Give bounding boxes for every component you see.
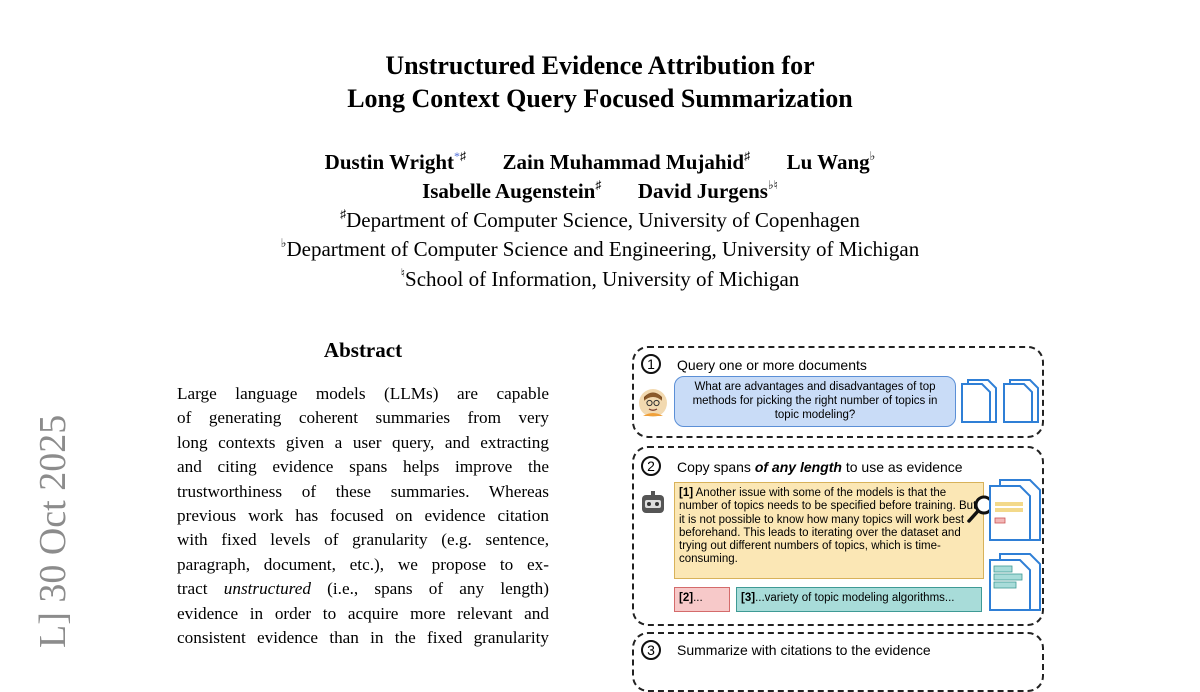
- affiliation-text: Department of Computer Science and Engineering, University of Michigan: [286, 237, 920, 261]
- affiliation-mark: ♯: [340, 207, 347, 221]
- user-avatar-icon: [638, 388, 668, 418]
- author-mark: ♭: [869, 149, 876, 163]
- step-label-text: Copy spans: [677, 459, 755, 475]
- abstract-line: of generating coherent summaries from very: [177, 408, 549, 428]
- affiliation: [0, 259, 1200, 294]
- paper-title-line-2: Long Context Query Focused Summarization: [347, 84, 853, 113]
- evidence-text: Another issue with some of the models is that the number of topics needs to be specified before training. But it is not possible to know how many topics will work best beforehand. This leads to iterating over the dataset and trying out different numbers of topics, which is time-consuming.: [679, 487, 977, 566]
- affiliation-mark: ♭: [280, 236, 287, 250]
- panel-step-3: [632, 632, 1044, 692]
- affiliation-text: Department of Computer Science, University of Copenhagen: [346, 208, 860, 232]
- document-icon: [1002, 378, 1042, 429]
- document-icon: [960, 378, 998, 429]
- author-mark: ♯: [744, 149, 751, 163]
- abstract-line: consistent evidence than in the fixed granularity: [177, 628, 549, 648]
- step-label-emphasis: of any length: [754, 459, 842, 475]
- step-label: Query one or more documents: [677, 357, 867, 373]
- author-name: Lu Wang: [786, 150, 870, 174]
- abstract-line: trustworthiness of these summaries. Whereas: [177, 481, 549, 501]
- abstract-line: paragraph, document, etc.), we propose to ex-: [177, 554, 549, 574]
- abstract-heading: Abstract: [323, 338, 403, 362]
- citation-tag: [3]: [741, 592, 756, 604]
- abstract-line: and citing evidence spans helps improve the: [177, 457, 549, 477]
- affiliation-text: School of Information, University of Michigan: [405, 267, 800, 291]
- evidence-text: ...variety of topic modeling algorithms...: [755, 592, 955, 604]
- step-number: 3: [641, 640, 661, 660]
- abstract-line: Large language models (LLMs) are capable: [177, 384, 549, 403]
- author-name: Isabelle Augenstein: [422, 179, 596, 203]
- query-bubble: What are advantages and disadvantages of top methods for picking the right number of topics in topic modeling?: [674, 376, 956, 427]
- document-icon: [986, 478, 1042, 547]
- paper-title-line-1: Unstructured Evidence Attribution for: [385, 51, 815, 80]
- step-label-text: to use as evidence: [841, 459, 963, 475]
- step-label: [677, 459, 963, 475]
- abstract-body: [177, 382, 549, 650]
- abstract-line: previous work has focused on evidence citation: [177, 506, 549, 526]
- step-label: Summarize with citations to the evidence: [677, 642, 931, 658]
- step-number: 2: [641, 456, 661, 476]
- abstract-line-start: tract: [177, 579, 208, 599]
- robot-icon: [640, 491, 666, 520]
- evidence-span-box: [674, 482, 984, 579]
- author-mark: ♯: [595, 178, 602, 192]
- affiliation-mark: ♮: [400, 266, 406, 280]
- abstract-italic: unstructured: [223, 579, 311, 599]
- author-mark: *: [454, 149, 461, 163]
- abstract-line: with fixed levels of granularity (e.g. sentence,: [177, 530, 549, 550]
- author-name: Zain Muhammad Mujahid: [502, 150, 745, 174]
- citation-tag: [1]: [679, 487, 694, 499]
- author-name: David Jurgens: [637, 179, 768, 203]
- citation-tag: [2]: [679, 592, 694, 604]
- author-mark: ♯: [460, 149, 467, 163]
- abstract-line: [177, 577, 549, 601]
- arxiv-stamp: L] 30 Oct 2025: [32, 414, 74, 648]
- evidence-span-box: [674, 587, 730, 612]
- evidence-text: ...: [693, 592, 703, 604]
- author-mark: ♭♮: [767, 178, 778, 192]
- evidence-span-box: [736, 587, 982, 612]
- step-number: 1: [641, 354, 661, 374]
- author-name: Dustin Wright: [324, 150, 455, 174]
- document-icon: [986, 552, 1042, 617]
- abstract-line-rest: (i.e., spans of any length): [327, 579, 550, 599]
- abstract-line: evidence in order to acquire more relevant and: [177, 603, 549, 623]
- abstract-line: long contexts given a user query, and extracting: [177, 432, 549, 452]
